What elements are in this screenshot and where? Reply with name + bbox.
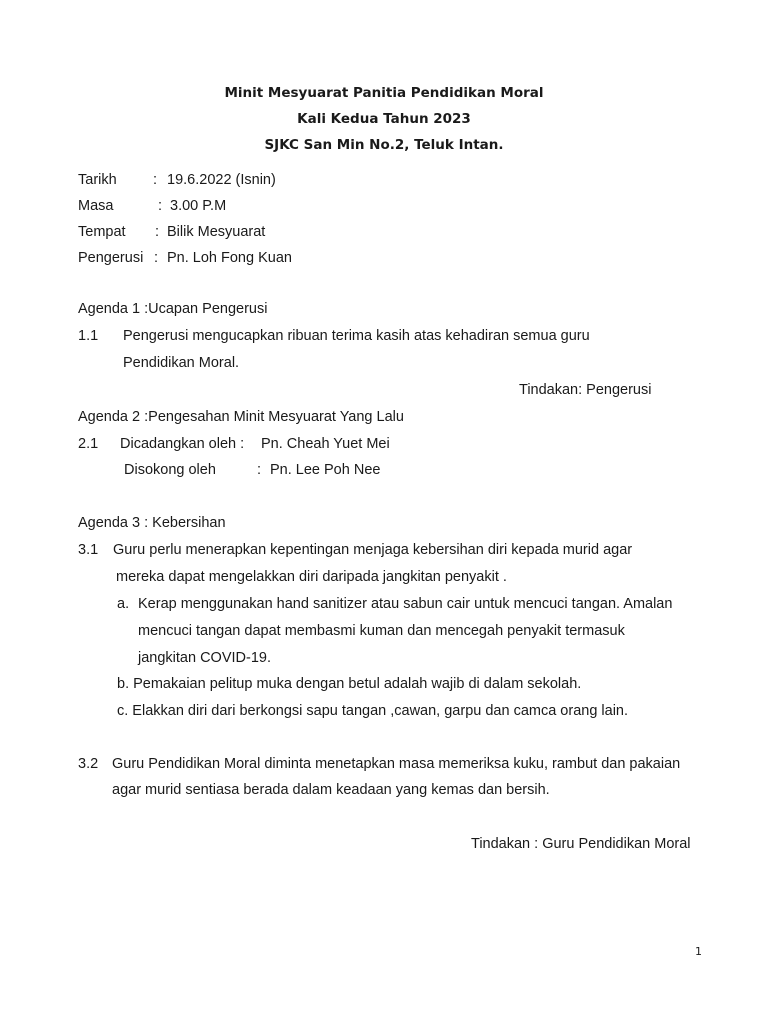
agenda-2-heading: Agenda 2 :Pengesahan Minit Mesyuarat Yang Lalu xyxy=(78,409,404,425)
date-label: Tarikh xyxy=(78,172,117,188)
time-separator: : xyxy=(158,198,163,214)
document-subtitle: Kali Kedua Tahun 2023 xyxy=(297,111,471,127)
date-value: 19.6.2022 (Isnin) xyxy=(167,172,276,188)
paragraph-line: Guru perlu menerapkan kepentingan menjaga kebersihan diri kepada murid agar xyxy=(113,542,633,558)
proposed-label: Dicadangkan oleh : xyxy=(120,436,245,452)
chair-separator: : xyxy=(154,250,159,266)
document-title: Minit Mesyuarat Panitia Pendidikan Moral xyxy=(224,85,544,101)
place-label: Tempat xyxy=(78,224,126,240)
place-value: Bilik Mesyuarat xyxy=(167,224,266,240)
page-number: 1 xyxy=(695,945,702,958)
list-item: c. Elakkan diri dari berkongsi sapu tangan ,cawan, garpu dan camca orang lain. xyxy=(117,703,629,719)
list-item-line: jangkitan COVID-19. xyxy=(138,650,271,666)
paragraph-line: agar murid sentiasa berada dalam keadaan yang kemas dan bersih. xyxy=(112,782,550,798)
list-item-line: Kerap menggunakan hand sanitizer atau sabun cair untuk mencuci tangan. Amalan xyxy=(138,596,673,612)
paragraph-line: Pengerusi mengucapkan ribuan terima kasih atas kehadiran semua guru xyxy=(123,328,590,344)
item-number: 3.2 xyxy=(78,756,99,772)
place-separator: : xyxy=(155,224,160,240)
paragraph-line: Pendidikan Moral. xyxy=(123,355,240,371)
seconded-value: Pn. Lee Poh Nee xyxy=(270,462,381,478)
school-name: SJKC San Min No.2, Teluk Intan. xyxy=(264,137,504,153)
agenda-1-heading: Agenda 1 :Ucapan Pengerusi xyxy=(78,301,268,317)
list-item-line: mencuci tangan dapat membasmi kuman dan mencegah penyakit termasuk xyxy=(138,623,625,639)
chair-value: Pn. Loh Fong Kuan xyxy=(167,250,292,266)
list-marker: a. xyxy=(117,596,130,612)
item-number: 2.1 xyxy=(78,436,99,452)
action-note: Tindakan: Pengerusi xyxy=(519,382,652,398)
date-separator: : xyxy=(153,172,158,188)
paragraph-line: Guru Pendidikan Moral diminta menetapkan masa memeriksa kuku, rambut dan pakaian xyxy=(112,756,681,772)
time-value: 3.00 P.M xyxy=(170,198,227,214)
agenda-3-heading: Agenda 3 : Kebersihan xyxy=(78,515,226,531)
chair-label: Pengerusi xyxy=(78,250,144,266)
proposed-value: Pn. Cheah Yuet Mei xyxy=(261,436,390,452)
item-number: 3.1 xyxy=(78,542,99,558)
seconded-separator: : xyxy=(257,462,262,478)
time-label: Masa xyxy=(78,198,114,214)
paragraph-line: mereka dapat mengelakkan diri daripada jangkitan penyakit . xyxy=(116,569,507,585)
list-item: b. Pemakaian pelitup muka dengan betul adalah wajib di dalam sekolah. xyxy=(117,676,582,692)
seconded-label: Disokong oleh xyxy=(124,462,216,478)
item-number: 1.1 xyxy=(78,328,99,344)
action-note: Tindakan : Guru Pendidikan Moral xyxy=(471,836,691,852)
